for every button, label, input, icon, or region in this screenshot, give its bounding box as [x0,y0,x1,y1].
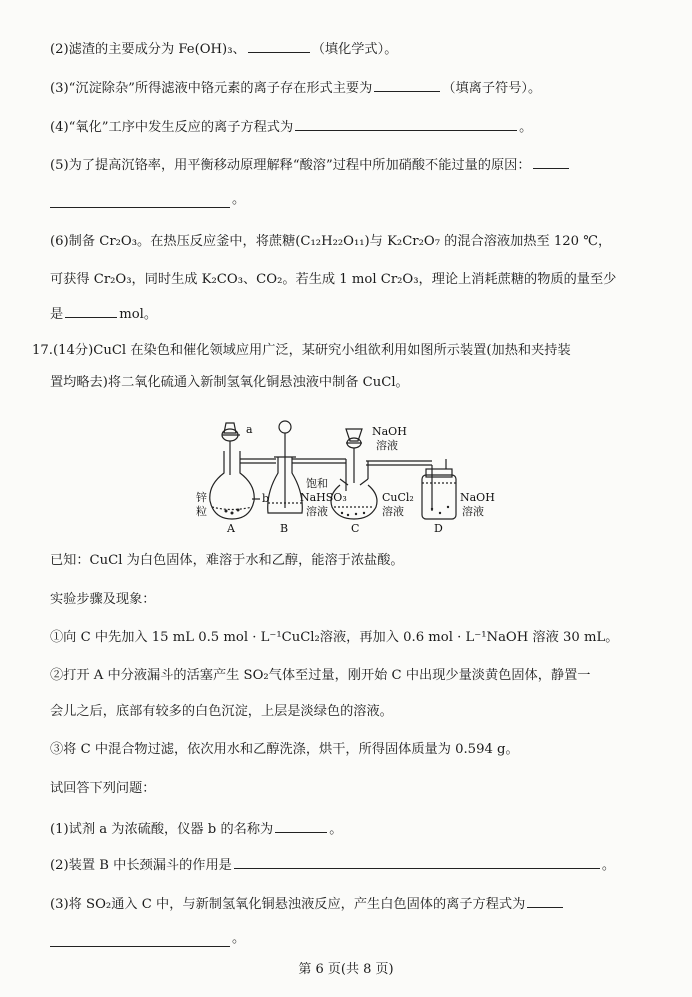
q17-part1: (1)试剂 a 为浓硫酸，仪器 b 的名称为 。 [50,818,692,840]
label-device-b: B [280,522,289,533]
known-info: 已知：CuCl 为白色固体，难溶于水和乙醇，能溶于浓盐酸。 [50,553,404,568]
q17-part3: (3)将 SO₂通入 C 中，与新制氢氧化铜悬浊液反应，产生白色固体的离子方程式为 [50,893,692,915]
q16-part6-line3: 是 mol。 [50,303,692,325]
q16-part5-tail: 。 [232,192,246,207]
answer-blank[interactable] [65,303,117,318]
q17-intro-line2: 置均略去)将二氧化硫通入新制氢氧化铜悬浊液中制备 CuCl。 [50,375,409,390]
steps-title: 实验步骤及现象： [50,592,156,607]
label-device-d: D [434,522,443,533]
answer-blank[interactable] [295,116,517,131]
label-zinc-1: 锌 [196,491,207,504]
label-device-a: A [227,522,235,533]
q16-part6-line2: 可获得 Cr₂O₃，同时生成 K₂CO₃、CO₂。若生成 1 mol Cr₂O₃，理论上消耗蔗糖的物质的量至少 [50,272,617,287]
answer-blank[interactable] [275,818,327,833]
label-d-solution-2: 溶液 [462,505,484,518]
q16-part2: (2)滤渣的主要成分为 Fe(OH)₃、 （填化学式）。 [50,38,692,60]
apparatus-diagram [196,413,506,533]
q16-part3: (3)“沉淀除杂”所得滤液中铬元素的离子存在形式主要为 （填离子符号）。 [50,77,692,99]
step-1: ①向 C 中先加入 15 mL 0.5 mol · L⁻¹CuCl₂溶液，再加入 0.6 mol · L⁻¹NaOH 溶液 30 mL。 [50,630,619,645]
answer-blank[interactable] [234,854,600,869]
label-a: a [246,423,253,436]
label-b-solution-1: 饱和 [306,477,328,490]
questions-heading: 试回答下列问题： [50,781,156,796]
answer-blank[interactable] [374,77,440,92]
label-c-funnel-2: 溶液 [376,439,398,452]
label-c-funnel-1: NaOH [372,425,407,438]
answer-blank[interactable] [527,893,563,908]
q17-part2: (2)装置 B 中长颈漏斗的作用是 。 [50,854,692,876]
label-c-solution-1: CuCl₂ [382,491,414,504]
label-d-solution-1: NaOH [460,491,495,504]
step-2-line2: 会儿之后，底部有较多的白色沉淀，上层是淡绿色的溶液。 [50,704,393,719]
q16-part4: (4)“氧化”工序中发生反应的离子方程式为 。 [50,116,692,138]
step-3: ③将 C 中混合物过滤，依次用水和乙醇洗涤，烘干，所得固体质量为 0.594 g。 [50,742,519,757]
label-b-solution-3: 溶液 [306,505,328,518]
label-zinc-2: 粒 [196,505,207,518]
label-c-solution-2: 溶液 [382,505,404,518]
label-b-solution-2: NaHSO₃ [300,491,347,504]
q16-part5-line1: (5)为了提高沉铬率，用平衡移动原理解释“酸溶”过程中所加硝酸不能过量的原因： [50,154,692,176]
q17-part3-tail: 。 [232,931,246,946]
step-2-line1: ②打开 A 中分液漏斗的活塞产生 SO₂气体至过量，刚开始 C 中出现少量淡黄色固体，静置一 [50,668,591,683]
answer-blank[interactable] [50,207,230,208]
answer-blank[interactable] [50,946,230,947]
label-device-c: C [351,522,360,533]
answer-blank[interactable] [248,38,310,53]
device-d [422,459,456,519]
q17-intro-line1: 17.(14分)CuCl 在染色和催化领域应用广泛，某研究小组欲利用如图所示装置(加热和夹持装 [32,343,571,358]
q16-part6-line1: (6)制备 Cr₂O₃。在热压反应釜中，将蔗糖(C₁₂H₂₂O₁₁)与 K₂Cr₂O₇ 的混合溶液加热至 120 ℃， [50,234,612,249]
answer-blank[interactable] [533,154,569,169]
label-b: b [262,492,270,505]
page-footer: 第 6 页(共 8 页) [298,962,394,977]
